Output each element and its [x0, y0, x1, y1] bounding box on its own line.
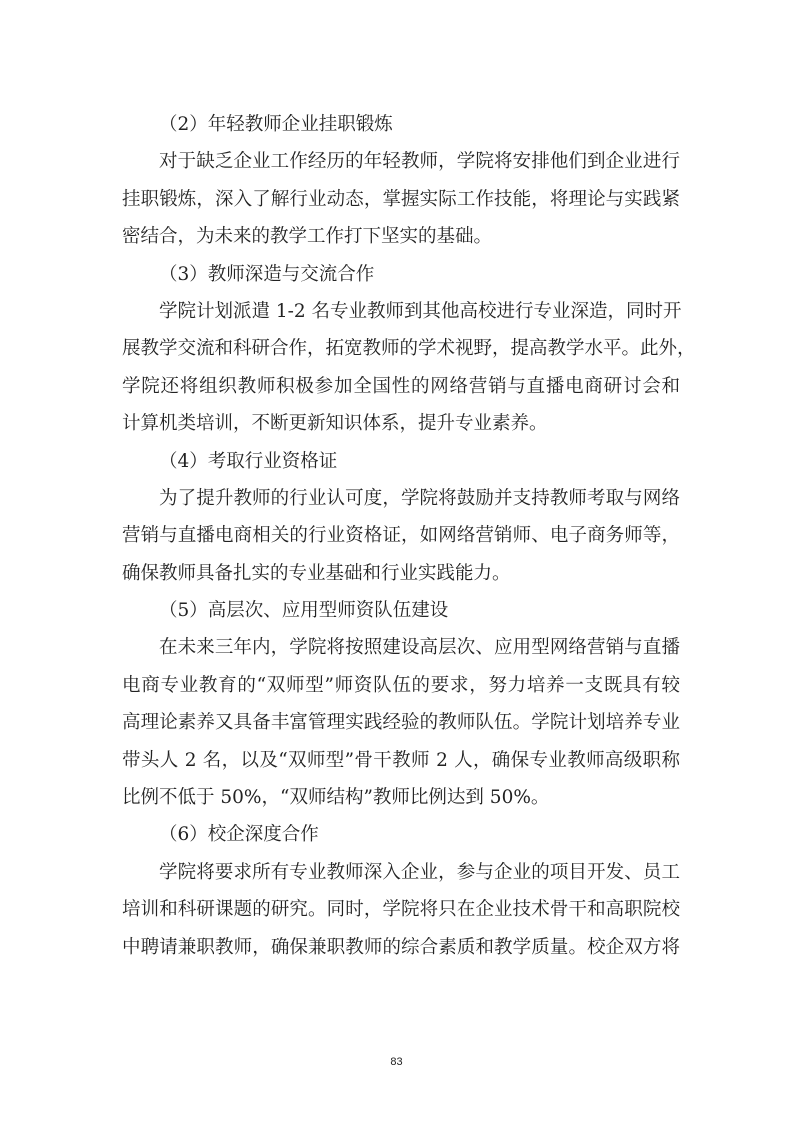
paragraph-line: 带头人 2 名，以及“双师型”骨干教师 2 人，确保专业教师高级职称: [122, 749, 680, 771]
paragraph-line: 对于缺乏企业工作经历的年轻教师，学院将安排他们到企业进行: [159, 151, 680, 173]
section-heading: （5）高层次、应用型师资队伍建设: [159, 600, 449, 622]
paragraph-line: 学院计划派遣 1-2 名专业教师到其他高校进行专业深造，同时开: [159, 300, 682, 322]
paragraph-line: 挂职锻炼，深入了解行业动态，掌握实际工作技能，将理论与实践紧: [122, 188, 680, 210]
paragraph-line: 展教学交流和科研合作，拓宽教师的学术视野，提高教学水平。此外，: [122, 338, 696, 360]
paragraph-line: 密结合，为未来的教学工作打下坚实的基础。: [122, 226, 493, 248]
paragraph-line: 确保教师具备扎实的专业基础和行业实践能力。: [122, 562, 511, 584]
paragraph-line: 为了提升教师的行业认可度，学院将鼓励并支持教师考取与网络: [159, 487, 680, 509]
paragraph-line: 学院还将组织教师积极参加全国性的网络营销与直播电商研讨会和: [122, 375, 680, 397]
paragraph-line: 学院将要求所有专业教师深入企业，参与企业的项目开发、员工: [159, 861, 680, 883]
paragraph-line: 电商专业教育的“双师型”师资队伍的要求，努力培养一支既具有较: [122, 674, 680, 696]
paragraph-line: 中聘请兼职教师，确保兼职教师的综合素质和教学质量。校企双方将: [122, 936, 680, 958]
paragraph-line: 在未来三年内，学院将按照建设高层次、应用型网络营销与直播: [159, 637, 680, 659]
paragraph-line: 计算机类培训，不断更新知识体系，提升专业素养。: [122, 413, 548, 435]
section-heading: （6）校企深度合作: [159, 824, 319, 846]
section-heading: （2）年轻教师企业挂职锻炼: [159, 114, 393, 135]
paragraph-line: 营销与直播电商相关的行业资格证，如网络营销师、电子商务师等，: [122, 525, 680, 547]
paragraph-line: 高理论素养又具备丰富管理实践经验的教师队伍。学院计划培养专业: [122, 712, 680, 734]
section-heading: （3）教师深造与交流合作: [159, 263, 375, 285]
paragraph-line: 比例不低于 50%，“双师结构”教师比例达到 50%。: [122, 787, 550, 809]
page-number: 83: [390, 1056, 403, 1068]
section-heading: （4）考取行业资格证: [159, 450, 338, 472]
paragraph-line: 培训和科研课题的研究。同时，学院将只在企业技术骨干和高职院校: [122, 899, 680, 921]
body-text: [122, 106, 696, 966]
